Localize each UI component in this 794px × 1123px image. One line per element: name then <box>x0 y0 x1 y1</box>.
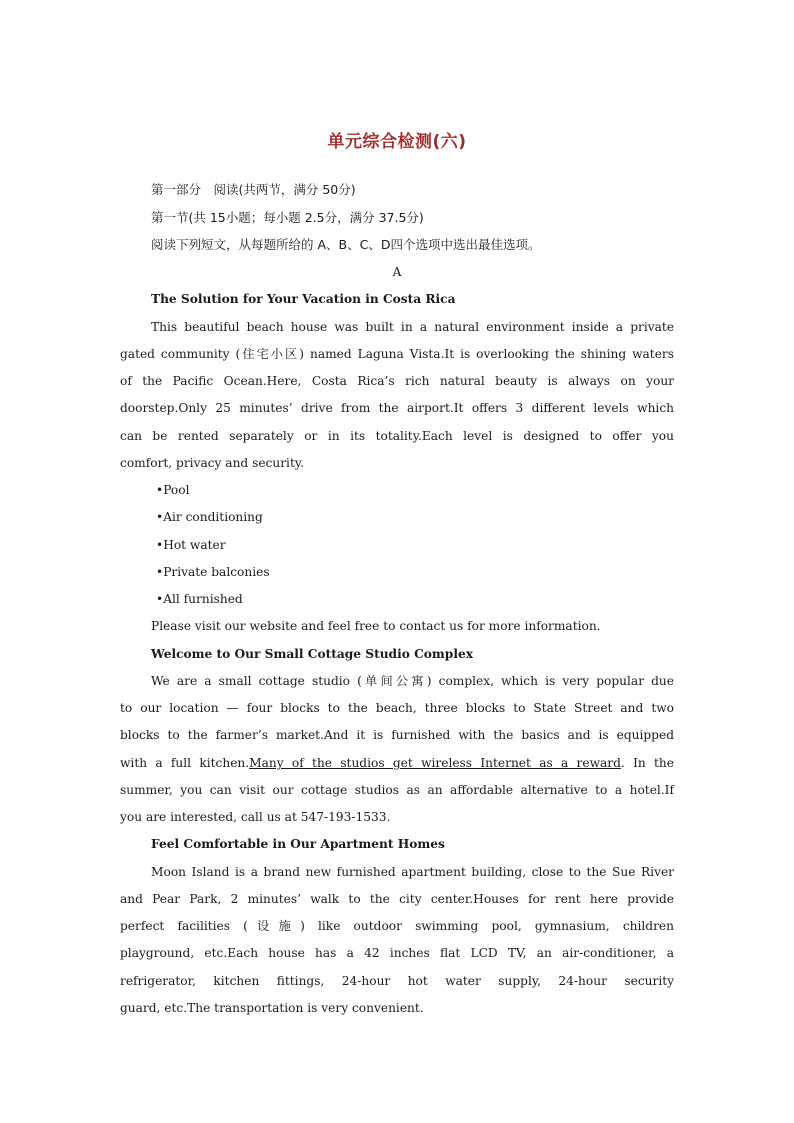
ad1-line: comfort, privacy and security. <box>120 456 304 470</box>
ad2-line-start: with a full kitchen. <box>120 756 250 770</box>
feature-item: •Air conditioning <box>156 510 263 524</box>
instruction-text: 阅读下列短文，从每题所给的 A、B、C、D四个选项中选出最佳选项。 <box>151 237 541 252</box>
ad1-line: doorstep.Only 25 minutes’ drive from the airport.It offers 3 different levels which <box>120 401 674 415</box>
ad2-line-end: . In the <box>620 756 674 770</box>
ad2-line <box>120 750 674 777</box>
ad3-line: and Pear Park, 2 minutes’ walk to the city center.Houses for rent here provide <box>120 892 674 906</box>
ad1-heading: The Solution for Your Vacation in Costa Rica <box>151 292 456 306</box>
passage-label: A <box>392 265 402 279</box>
underlined-sentence: Many of the studios get wireless Internet as a reward <box>249 756 621 770</box>
section-heading: 第一节(共 15小题；每小题 2.5分，满分 37.5分) <box>151 210 424 225</box>
ad2-line: summer, you can visit our cottage studios as an affordable alternative to a hotel.If <box>120 783 674 797</box>
ad1-line: can be rented separately or in its totality.Each level is designed to offer you <box>120 429 674 443</box>
ad3-line: Moon Island is a brand new furnished apartment building, close to the Sue River <box>151 865 674 879</box>
ad2-heading: Welcome to Our Small Cottage Studio Complex <box>151 647 473 661</box>
ad3-line: refrigerator, kitchen fittings, 24-hour hot water supply, 24-hour security <box>120 974 674 988</box>
ad3-heading: Feel Comfortable in Our Apartment Homes <box>151 837 445 851</box>
ad1-line: This beautiful beach house was built in a natural environment inside a private <box>151 320 674 334</box>
feature-item: •Private balconies <box>156 565 270 579</box>
feature-item: •Hot water <box>156 538 226 552</box>
ad2-line: We are a small cottage studio (单间公寓) complex, which is very popular due <box>151 674 674 688</box>
ad3-line: guard, etc.The transportation is very convenient. <box>120 1001 424 1015</box>
part-heading: 第一部分 阅读(共两节，满分 50分) <box>151 182 356 197</box>
ad3-line: playground, etc.Each house has a 42 inches flat LCD TV, an air-conditioner, a <box>120 946 674 960</box>
ad1-closing: Please visit our website and feel free to contact us for more information. <box>151 619 601 633</box>
ad2-line: you are interested, call us at 547-193-1533. <box>120 810 391 824</box>
ad2-line: to our location — four blocks to the beach, three blocks to State Street and two <box>120 701 674 715</box>
ad1-line: of the Pacific Ocean.Here, Costa Rica’s rich natural beauty is always on your <box>120 374 674 388</box>
feature-item: •Pool <box>156 483 190 497</box>
ad2-line: blocks to the farmer’s market.And it is furnished with the basics and is equipped <box>120 728 674 742</box>
ad1-line: gated community (住宅小区) named Laguna Vista.It is overlooking the shining waters <box>120 347 674 361</box>
feature-item: •All furnished <box>156 592 243 606</box>
ad3-line: perfect facilities (设施) like outdoor swimming pool, gymnasium, children <box>120 919 674 933</box>
page-title: 单元综合检测(六) <box>327 132 467 152</box>
